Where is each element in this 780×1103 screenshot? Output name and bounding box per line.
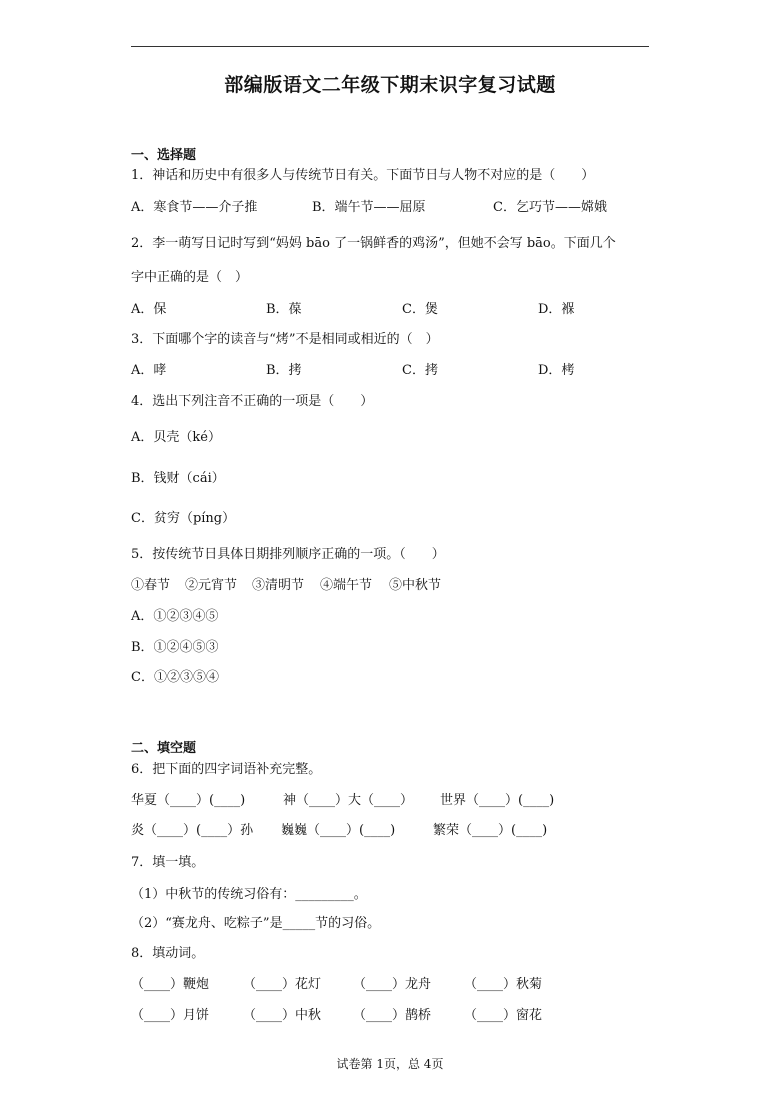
- q8-blank-1: （____）鞭炮: [131, 977, 210, 992]
- q6-blank-3: 世界（____）(____): [440, 793, 555, 808]
- q8-blank-2: （____）花灯: [243, 977, 322, 992]
- q1-option-a: A．寒食节——介子推: [131, 200, 258, 215]
- q3-option-c: C．拷: [402, 363, 438, 378]
- q1-option-c: C．乞巧节——嫦娥: [493, 200, 607, 215]
- q7-line-1: （1）中秋节的传统习俗有：_________。: [131, 887, 367, 902]
- q8-blank-3: （____）龙舟: [353, 977, 432, 992]
- question-2-stem-line1: 2．李一萌写日记时写到“妈妈 bāo 了一锅鲜香的鸡汤”，但她不会写 bāo。下面几个: [131, 236, 616, 251]
- question-7-stem: 7．填一填。: [131, 855, 205, 870]
- q8-blank-5: （____）月饼: [131, 1008, 210, 1023]
- page-title: 部编版语文二年级下期末识字复习试题: [224, 74, 556, 96]
- question-6-stem: 6．把下面的四字词语补充完整。: [131, 762, 322, 777]
- q2-option-a: A．保: [131, 302, 167, 317]
- q6-blank-2: 神（____）大（____）: [283, 793, 414, 808]
- q6-blank-1: 华夏（____）(____): [131, 793, 246, 808]
- section-heading-choice: 一、选择题: [131, 148, 197, 163]
- q5-item-5: ⑤中秋节: [389, 578, 442, 593]
- q6-blank-6: 繁荣（____）(____): [433, 823, 548, 838]
- q5-option-a: A．①②③④⑤: [131, 609, 219, 624]
- question-8-stem: 8．填动词。: [131, 946, 205, 961]
- question-3-stem: 3．下面哪个字的读音与“烤”不是相同或相近的（ ）: [131, 332, 439, 347]
- q5-item-4: ④端午节: [320, 578, 373, 593]
- page-footer: 试卷第 1页，总 4页: [336, 1057, 444, 1071]
- q3-option-d: D．栲: [538, 363, 575, 378]
- header-rule: [131, 46, 649, 47]
- question-4-stem: 4．选出下列注音不正确的一项是（ ）: [131, 394, 374, 409]
- q2-option-d: D．褓: [538, 302, 575, 317]
- q2-option-b: B．葆: [266, 302, 302, 317]
- q8-blank-7: （____）鹊桥: [353, 1008, 432, 1023]
- q4-option-c: C．贫穷（píng）: [131, 511, 236, 526]
- q4-option-b: B．钱财（cái）: [131, 471, 225, 486]
- question-5-stem: 5．按传统节日具体日期排列顺序正确的一项。（ ）: [131, 547, 445, 562]
- q4-option-a: A．贝壳（ké）: [131, 430, 221, 445]
- q5-item-1: ①春节: [131, 578, 171, 593]
- q5-option-c: C．①②③⑤④: [131, 670, 219, 685]
- q7-line-2: （2）“赛龙舟、吃粽子”是_____节的习俗。: [131, 916, 381, 931]
- q6-blank-4: 炎（____）(____）孙: [131, 823, 254, 838]
- q3-option-a: A．哮: [131, 363, 167, 378]
- q1-option-b: B．端午节——屈原: [312, 200, 426, 215]
- section-heading-fill: 二、填空题: [131, 741, 197, 756]
- q5-item-2: ②元宵节: [185, 578, 238, 593]
- q6-blank-5: 巍巍（____）(____): [281, 823, 396, 838]
- q2-option-c: C．煲: [402, 302, 438, 317]
- q5-item-3: ③清明节: [252, 578, 305, 593]
- q8-blank-8: （____）窗花: [464, 1008, 543, 1023]
- q5-option-b: B．①②④⑤③: [131, 640, 219, 655]
- question-2-stem-line2: 字中正确的是（ ）: [131, 270, 249, 285]
- q3-option-b: B．拷: [266, 363, 302, 378]
- q8-blank-6: （____）中秋: [243, 1008, 322, 1023]
- q8-blank-4: （____）秋菊: [464, 977, 543, 992]
- question-1-stem: 1．神话和历史中有很多人与传统节日有关。下面节日与人物不对应的是（ ）: [131, 168, 595, 183]
